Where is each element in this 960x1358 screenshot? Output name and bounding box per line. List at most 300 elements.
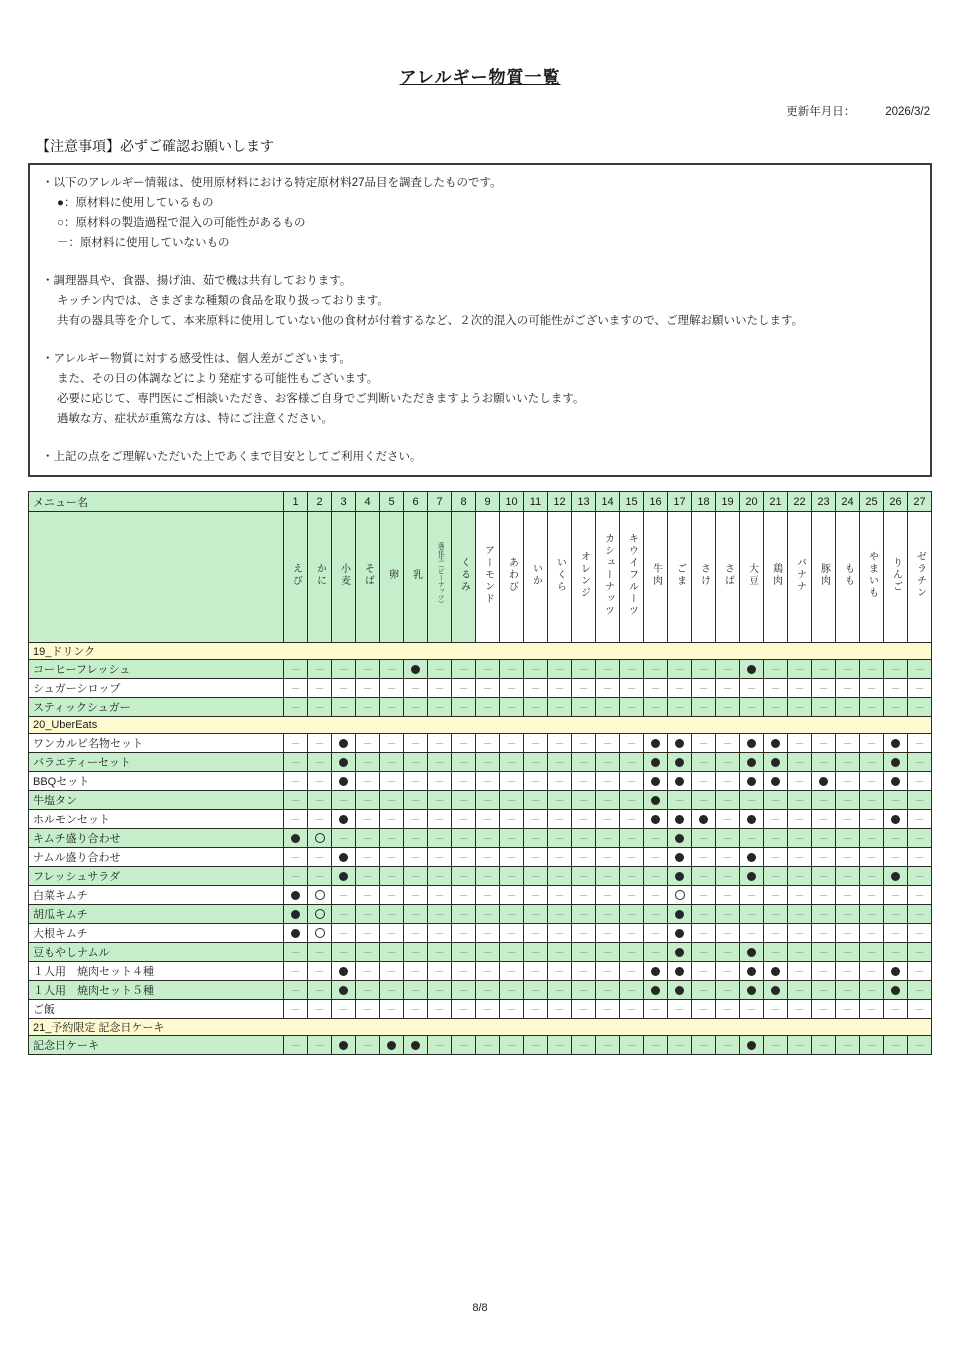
- mark-none-label: －: [866, 891, 877, 902]
- mark-none-label: －: [314, 853, 325, 864]
- allergen-mark-cell: [356, 810, 380, 829]
- mark-none-label: －: [314, 665, 325, 676]
- mark-none-label: －: [482, 777, 493, 788]
- allergen-mark-cell: [860, 791, 884, 810]
- allergen-mark-cell: [884, 829, 908, 848]
- notice-line: ・上記の点をご理解いただいた上であくまで目安としてご利用ください。: [42, 451, 422, 463]
- mark-none-label: －: [434, 815, 445, 826]
- mark-none-label: －: [554, 665, 565, 676]
- mark-none-label: －: [554, 777, 565, 788]
- mark-none-label: －: [818, 758, 829, 769]
- mark-none-label: －: [866, 910, 877, 921]
- allergen-col-number: 25: [860, 492, 884, 512]
- allergen-mark-cell: [524, 905, 548, 924]
- mark-used-icon: [747, 948, 756, 957]
- allergen-mark-cell: [884, 1000, 908, 1019]
- allergen-mark-cell: [452, 829, 476, 848]
- mark-used-icon: [675, 929, 684, 938]
- allergen-mark-cell: [524, 981, 548, 1000]
- allergen-mark-cell: [500, 1036, 524, 1055]
- mark-none-label: －: [314, 796, 325, 807]
- allergen-mark-cell: [284, 734, 308, 753]
- allergen-mark-cell: [884, 753, 908, 772]
- allergen-mark-cell: [836, 1000, 860, 1019]
- mark-none-label: －: [458, 777, 469, 788]
- mark-none-label: －: [314, 777, 325, 788]
- mark-none-label: －: [818, 853, 829, 864]
- allergen-mark-cell: [548, 734, 572, 753]
- mark-none-label: －: [794, 853, 805, 864]
- allergen-name-label: カシューナッツ: [602, 532, 614, 617]
- mark-used-icon: [651, 967, 660, 976]
- mark-none-label: －: [866, 777, 877, 788]
- mark-none-label: －: [770, 1041, 781, 1052]
- allergen-mark-cell: [380, 924, 404, 943]
- mark-none-label: －: [842, 929, 853, 940]
- allergen-mark-cell: [332, 753, 356, 772]
- menu-name-cell: シュガーシロップ: [29, 679, 284, 698]
- allergen-mark-cell: [860, 810, 884, 829]
- mark-none-label: －: [722, 1005, 733, 1016]
- allergen-mark-cell: [284, 753, 308, 772]
- allergen-mark-cell: [692, 848, 716, 867]
- allergen-mark-cell: [860, 867, 884, 886]
- mark-none-label: －: [722, 665, 733, 676]
- allergen-mark-cell: [620, 698, 644, 717]
- allergen-mark-cell: [524, 698, 548, 717]
- allergen-mark-cell: [716, 943, 740, 962]
- mark-none-label: －: [554, 891, 565, 902]
- mark-none-label: －: [746, 834, 757, 845]
- mark-none-label: －: [770, 665, 781, 676]
- allergen-col-number: 6: [404, 492, 428, 512]
- mark-none-label: －: [482, 703, 493, 714]
- allergen-mark-cell: [908, 679, 932, 698]
- allergen-mark-cell: [596, 791, 620, 810]
- mark-none-label: －: [290, 684, 301, 695]
- allergen-mark-cell: [596, 886, 620, 905]
- allergen-mark-cell: [860, 924, 884, 943]
- allergen-mark-cell: [404, 734, 428, 753]
- mark-none-label: －: [362, 948, 373, 959]
- mark-none-label: －: [794, 967, 805, 978]
- mark-none-label: －: [914, 872, 925, 883]
- allergen-mark-cell: [620, 962, 644, 981]
- mark-none-label: －: [818, 815, 829, 826]
- allergen-mark-cell: [716, 1000, 740, 1019]
- menu-name-cell: フレッシュサラダ: [29, 867, 284, 886]
- allergen-mark-cell: [404, 943, 428, 962]
- allergen-mark-cell: [428, 867, 452, 886]
- allergen-mark-cell: [428, 810, 452, 829]
- mark-none-label: －: [506, 703, 517, 714]
- allergen-mark-cell: [284, 867, 308, 886]
- allergen-col-name: [716, 512, 740, 643]
- mark-none-label: －: [842, 684, 853, 695]
- allergen-mark-cell: [764, 1036, 788, 1055]
- mark-none-label: －: [458, 684, 469, 695]
- mark-none-label: －: [578, 872, 589, 883]
- mark-none-label: －: [482, 815, 493, 826]
- mark-none-label: －: [794, 739, 805, 750]
- allergen-mark-cell: [356, 791, 380, 810]
- menu-name-cell: 牛塩タン: [29, 791, 284, 810]
- menu-name-cell: BBQセット: [29, 772, 284, 791]
- mark-none-label: －: [794, 758, 805, 769]
- mark-none-label: －: [674, 665, 685, 676]
- menu-row: [29, 679, 932, 698]
- allergen-mark-cell: [332, 810, 356, 829]
- allergen-mark-cell: [644, 981, 668, 1000]
- mark-none-label: －: [626, 929, 637, 940]
- allergen-mark-cell: [788, 943, 812, 962]
- mark-none-label: －: [506, 1041, 517, 1052]
- allergen-mark-cell: [500, 924, 524, 943]
- allergen-col-name: [788, 512, 812, 643]
- allergen-mark-cell: [884, 1036, 908, 1055]
- allergen-mark-cell: [644, 791, 668, 810]
- mark-none-label: －: [362, 1041, 373, 1052]
- mark-none-label: －: [626, 684, 637, 695]
- mark-none-label: －: [578, 891, 589, 902]
- allergen-col-number: 7: [428, 492, 452, 512]
- allergen-mark-cell: [308, 753, 332, 772]
- allergen-mark-cell: [284, 829, 308, 848]
- allergen-name-label: バナナ: [794, 556, 806, 593]
- mark-none-label: －: [626, 1041, 637, 1052]
- mark-used-icon: [651, 739, 660, 748]
- allergen-mark-cell: [788, 1036, 812, 1055]
- menu-row: [29, 1000, 932, 1019]
- mark-none-label: －: [578, 1005, 589, 1016]
- allergen-col-number: 11: [524, 492, 548, 512]
- mark-none-label: －: [362, 1005, 373, 1016]
- allergen-mark-cell: [308, 962, 332, 981]
- allergen-mark-cell: [596, 962, 620, 981]
- mark-none-label: －: [818, 986, 829, 997]
- allergen-mark-cell: [620, 1000, 644, 1019]
- allergen-mark-cell: [404, 1036, 428, 1055]
- allergen-mark-cell: [428, 924, 452, 943]
- allergen-mark-cell: [668, 660, 692, 679]
- allergen-mark-cell: [356, 867, 380, 886]
- allergen-mark-cell: [548, 660, 572, 679]
- mark-none-label: －: [482, 986, 493, 997]
- mark-none-label: －: [818, 929, 829, 940]
- mark-none-label: －: [842, 796, 853, 807]
- allergen-mark-cell: [284, 810, 308, 829]
- allergen-mark-cell: [836, 772, 860, 791]
- allergen-mark-cell: [716, 981, 740, 1000]
- allergen-mark-cell: [572, 734, 596, 753]
- allergen-mark-cell: [764, 1000, 788, 1019]
- allergen-mark-cell: [740, 886, 764, 905]
- mark-none-label: －: [602, 703, 613, 714]
- allergen-mark-cell: [524, 848, 548, 867]
- mark-none-label: －: [458, 872, 469, 883]
- allergen-name-label: えび: [290, 562, 302, 587]
- mark-none-label: －: [602, 739, 613, 750]
- mark-none-label: －: [866, 739, 877, 750]
- allergen-mark-cell: [836, 791, 860, 810]
- allergen-mark-cell: [356, 829, 380, 848]
- mark-none-label: －: [290, 777, 301, 788]
- allergen-mark-cell: [428, 1000, 452, 1019]
- mark-used-icon: [339, 853, 348, 862]
- allergen-mark-cell: [836, 1036, 860, 1055]
- allergen-mark-cell: [596, 1036, 620, 1055]
- allergen-mark-cell: [572, 660, 596, 679]
- allergen-mark-cell: [596, 698, 620, 717]
- allergen-mark-cell: [356, 772, 380, 791]
- menu-name-cell: バラエティーセット: [29, 753, 284, 772]
- mark-none-label: －: [578, 834, 589, 845]
- allergen-mark-cell: [620, 753, 644, 772]
- mark-none-label: －: [290, 815, 301, 826]
- mark-used-icon: [411, 1041, 420, 1050]
- allergen-mark-cell: [404, 753, 428, 772]
- allergen-mark-cell: [572, 981, 596, 1000]
- mark-none-label: －: [722, 986, 733, 997]
- allergen-mark-cell: [908, 660, 932, 679]
- menu-row: [29, 848, 932, 867]
- allergen-mark-cell: [716, 867, 740, 886]
- mark-none-label: －: [410, 703, 421, 714]
- allergen-mark-cell: [668, 848, 692, 867]
- allergen-mark-cell: [668, 1000, 692, 1019]
- section-label: 21_予約限定 記念日ケーキ: [29, 1019, 932, 1036]
- mark-none-label: －: [458, 796, 469, 807]
- mark-none-label: －: [866, 967, 877, 978]
- updated-date-value: 2026/3/2: [885, 106, 930, 118]
- allergen-mark-cell: [884, 943, 908, 962]
- mark-none-label: －: [866, 815, 877, 826]
- allergen-mark-cell: [716, 660, 740, 679]
- allergen-mark-cell: [716, 734, 740, 753]
- allergen-mark-cell: [452, 1036, 476, 1055]
- mark-used-icon: [747, 777, 756, 786]
- allergen-mark-cell: [500, 867, 524, 886]
- mark-none-label: －: [410, 777, 421, 788]
- allergen-mark-cell: [500, 886, 524, 905]
- allergen-mark-cell: [884, 924, 908, 943]
- mark-none-label: －: [602, 986, 613, 997]
- allergen-mark-cell: [404, 679, 428, 698]
- allergen-mark-cell: [404, 1000, 428, 1019]
- mark-none-label: －: [482, 948, 493, 959]
- mark-used-icon: [771, 986, 780, 995]
- mark-none-label: －: [434, 665, 445, 676]
- allergen-name-label: りんご: [890, 556, 902, 593]
- allergen-mark-cell: [740, 848, 764, 867]
- mark-none-label: －: [458, 1041, 469, 1052]
- allergen-mark-cell: [572, 791, 596, 810]
- allergen-mark-cell: [788, 810, 812, 829]
- mark-none-label: －: [434, 684, 445, 695]
- allergen-mark-cell: [836, 867, 860, 886]
- allergen-col-number: 20: [740, 492, 764, 512]
- mark-none-label: －: [530, 796, 541, 807]
- mark-none-label: －: [458, 967, 469, 978]
- allergen-col-name: [428, 512, 452, 643]
- allergen-mark-cell: [740, 981, 764, 1000]
- mark-none-label: －: [698, 1041, 709, 1052]
- mark-none-label: －: [650, 703, 661, 714]
- allergen-mark-cell: [812, 734, 836, 753]
- mark-used-icon: [291, 834, 300, 843]
- allergen-mark-cell: [404, 829, 428, 848]
- allergen-mark-cell: [548, 886, 572, 905]
- mark-none-label: －: [914, 967, 925, 978]
- allergen-mark-cell: [356, 981, 380, 1000]
- allergen-mark-cell: [668, 867, 692, 886]
- allergen-mark-cell: [548, 698, 572, 717]
- allergen-mark-cell: [332, 679, 356, 698]
- allergen-col-number: 4: [356, 492, 380, 512]
- menu-row: [29, 734, 932, 753]
- allergen-mark-cell: [836, 829, 860, 848]
- allergen-name-label: そば: [362, 562, 374, 587]
- allergen-mark-cell: [572, 924, 596, 943]
- allergen-mark-cell: [836, 905, 860, 924]
- allergen-mark-cell: [620, 829, 644, 848]
- allergen-mark-cell: [428, 734, 452, 753]
- menu-row: [29, 1036, 932, 1055]
- allergen-mark-cell: [596, 660, 620, 679]
- mark-none-label: －: [578, 853, 589, 864]
- allergen-mark-cell: [860, 1000, 884, 1019]
- mark-none-label: －: [410, 834, 421, 845]
- allergen-mark-cell: [428, 660, 452, 679]
- mark-none-label: －: [866, 758, 877, 769]
- allergen-mark-cell: [500, 791, 524, 810]
- allergen-mark-cell: [788, 772, 812, 791]
- allergen-mark-cell: [908, 734, 932, 753]
- mark-none-label: －: [314, 758, 325, 769]
- mark-none-label: －: [290, 872, 301, 883]
- allergen-mark-cell: [788, 679, 812, 698]
- allergen-mark-cell: [380, 810, 404, 829]
- allergen-mark-cell: [836, 660, 860, 679]
- menu-row: [29, 791, 932, 810]
- allergen-mark-cell: [764, 753, 788, 772]
- allergen-mark-cell: [908, 1000, 932, 1019]
- allergen-mark-cell: [548, 810, 572, 829]
- allergen-mark-cell: [500, 810, 524, 829]
- allergen-mark-cell: [908, 848, 932, 867]
- allergen-mark-cell: [308, 905, 332, 924]
- mark-none-label: －: [290, 948, 301, 959]
- allergen-name-label: かに: [314, 562, 326, 587]
- allergen-mark-cell: [500, 905, 524, 924]
- allergen-mark-cell: [524, 943, 548, 962]
- allergen-col-name: [380, 512, 404, 643]
- allergen-mark-cell: [884, 734, 908, 753]
- mark-none-label: －: [794, 703, 805, 714]
- mark-none-label: －: [530, 929, 541, 940]
- mark-none-label: －: [506, 967, 517, 978]
- allergen-mark-cell: [524, 962, 548, 981]
- allergen-mark-cell: [812, 867, 836, 886]
- allergen-mark-cell: [380, 734, 404, 753]
- menu-name-cell: 記念日ケーキ: [29, 1036, 284, 1055]
- allergen-mark-cell: [428, 905, 452, 924]
- mark-used-icon: [891, 777, 900, 786]
- mark-none-label: －: [290, 739, 301, 750]
- allergen-mark-cell: [428, 848, 452, 867]
- mark-none-label: －: [458, 815, 469, 826]
- mark-none-label: －: [314, 1041, 325, 1052]
- mark-none-label: －: [434, 777, 445, 788]
- mark-none-label: －: [818, 872, 829, 883]
- allergen-mark-cell: [284, 1000, 308, 1019]
- mark-none-label: －: [530, 665, 541, 676]
- mark-none-label: －: [914, 834, 925, 845]
- mark-none-label: －: [818, 1041, 829, 1052]
- allergen-col-name: [404, 512, 428, 643]
- allergen-mark-cell: [740, 943, 764, 962]
- mark-none-label: －: [386, 872, 397, 883]
- mark-none-label: －: [794, 986, 805, 997]
- mark-none-label: －: [626, 703, 637, 714]
- mark-none-label: －: [554, 703, 565, 714]
- menu-name-cell: １人用 焼肉セット５種: [29, 981, 284, 1000]
- allergen-mark-cell: [572, 1036, 596, 1055]
- allergen-mark-cell: [428, 829, 452, 848]
- mark-none-label: －: [530, 1005, 541, 1016]
- notice-line: [42, 331, 918, 349]
- mark-none-label: －: [578, 739, 589, 750]
- mark-none-label: －: [842, 967, 853, 978]
- mark-none-label: －: [386, 929, 397, 940]
- allergen-mark-cell: [620, 943, 644, 962]
- allergen-mark-cell: [692, 791, 716, 810]
- mark-none-label: －: [602, 967, 613, 978]
- allergen-mark-cell: [812, 791, 836, 810]
- allergen-mark-cell: [524, 867, 548, 886]
- mark-none-label: －: [722, 1041, 733, 1052]
- menu-name-cell: １人用 焼肉セット４種: [29, 962, 284, 981]
- allergen-mark-cell: [476, 924, 500, 943]
- mark-none-label: －: [890, 665, 901, 676]
- mark-none-label: －: [698, 665, 709, 676]
- allergen-mark-cell: [596, 1000, 620, 1019]
- allergen-mark-cell: [788, 886, 812, 905]
- mark-none-label: －: [626, 665, 637, 676]
- menu-name-cell: 胡瓜キムチ: [29, 905, 284, 924]
- mark-none-label: －: [746, 703, 757, 714]
- allergen-mark-cell: [404, 660, 428, 679]
- mark-none-label: －: [314, 872, 325, 883]
- allergen-mark-cell: [620, 810, 644, 829]
- mark-none-label: －: [674, 703, 685, 714]
- allergen-mark-cell: [524, 829, 548, 848]
- mark-none-label: －: [554, 1041, 565, 1052]
- mark-used-icon: [675, 853, 684, 862]
- allergen-col-number: 21: [764, 492, 788, 512]
- allergen-mark-cell: [284, 848, 308, 867]
- allergen-mark-cell: [284, 886, 308, 905]
- mark-none-label: －: [578, 986, 589, 997]
- allergen-mark-cell: [452, 679, 476, 698]
- mark-none-label: －: [602, 872, 613, 883]
- allergen-mark-cell: [644, 867, 668, 886]
- menu-name-blank-cell: [29, 512, 284, 643]
- allergen-mark-cell: [860, 660, 884, 679]
- mark-none-label: －: [602, 929, 613, 940]
- allergen-mark-cell: [644, 829, 668, 848]
- allergen-mark-cell: [428, 943, 452, 962]
